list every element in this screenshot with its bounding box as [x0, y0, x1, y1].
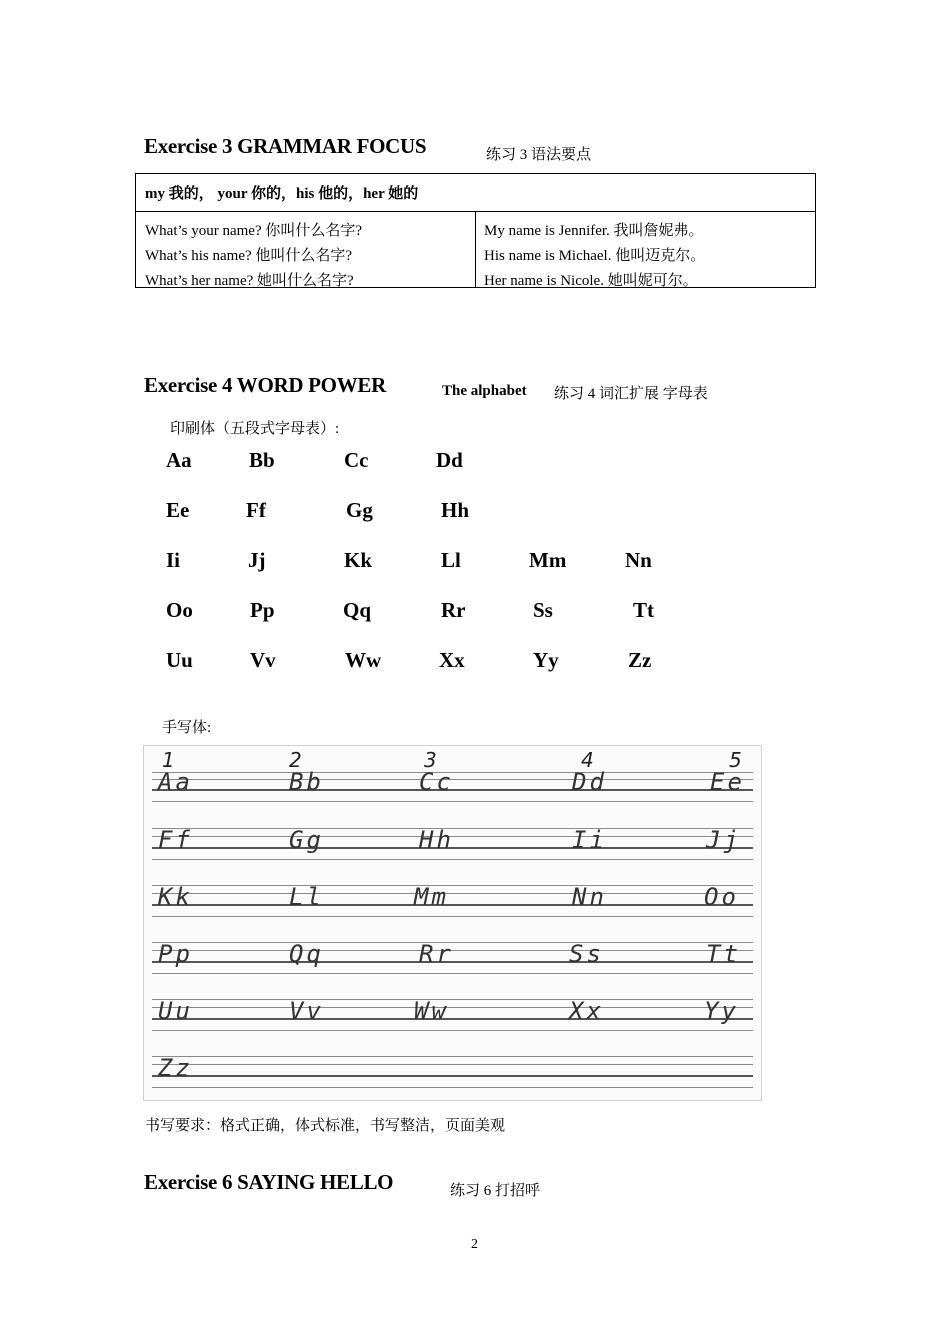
hw-letter: Ii [572, 826, 607, 854]
hw-column-number: 5 [729, 748, 742, 772]
print-letter: Ff [246, 498, 266, 522]
exercise4-tag: The alphabet [442, 383, 527, 399]
print-letter: Nn [625, 548, 652, 572]
hw-rule [152, 1075, 753, 1077]
print-letter: Aa [166, 448, 192, 472]
print-letter: Vv [250, 648, 276, 672]
hw-rule [152, 973, 753, 974]
page-number: 2 [471, 1237, 478, 1252]
print-letter: Xx [439, 648, 465, 672]
print-letter: Rr [441, 598, 466, 622]
writing-requirement: 书写要求：格式正确，体式标准，书写整洁，页面美观 [145, 1118, 506, 1134]
hw-letter: Tt [706, 940, 741, 968]
print-letter: Ee [166, 498, 190, 522]
hw-letter: Jj [706, 826, 741, 854]
hw-letter: Gg [289, 826, 324, 854]
hw-letter: Zz [158, 1054, 193, 1082]
hw-letter: Ww [414, 997, 449, 1025]
hw-rule [152, 1007, 753, 1008]
print-letter: Pp [250, 598, 275, 622]
hw-rule [152, 1030, 753, 1031]
exercise6-subtitle: 练习 6 打招呼 [450, 1183, 541, 1199]
print-letter: Zz [628, 648, 652, 672]
grammar-answer: My name is Jennifer. 我叫詹妮弗。 [484, 223, 704, 239]
hw-letter: Xx [569, 997, 604, 1025]
grammar-table [135, 173, 816, 288]
hw-rule [152, 801, 753, 802]
print-letter: Ll [441, 548, 461, 572]
hw-letter: Ee [710, 768, 745, 796]
print-letter: Ww [345, 648, 382, 672]
hw-letter: Kk [158, 883, 193, 911]
hw-column-number: 4 [581, 748, 594, 772]
hw-rule [152, 885, 753, 886]
hw-letter: Uu [158, 997, 193, 1025]
print-letter: Hh [441, 498, 470, 522]
exercise6-title: Exercise 6 SAYING HELLO [144, 1170, 394, 1194]
grammar-table-divider [475, 212, 476, 287]
grammar-answer: Her name is Nicole. 她叫妮可尔。 [484, 273, 698, 289]
print-letter: Kk [344, 548, 373, 572]
exercise4-title: Exercise 4 WORD POWER [144, 373, 386, 397]
hw-letter: Qq [289, 940, 324, 968]
hw-letter: Pp [158, 940, 193, 968]
hw-letter: Yy [704, 997, 739, 1025]
hw-rule [152, 1018, 753, 1020]
print-letter: Yy [533, 648, 559, 672]
hw-rule [152, 999, 753, 1000]
hw-letter: Rr [419, 940, 454, 968]
hw-letter: Bb [289, 768, 324, 796]
print-letter: Tt [633, 598, 654, 622]
exercise3-subtitle: 练习 3 语法要点 [486, 147, 592, 163]
hw-letter: Nn [572, 883, 607, 911]
hw-rule [152, 893, 753, 894]
print-letter: Gg [346, 498, 373, 522]
hw-letter: Ss [569, 940, 604, 968]
hw-column-number: 1 [162, 748, 175, 772]
hw-letter: Oo [704, 883, 739, 911]
hw-rule [152, 1056, 753, 1057]
print-letter: Ss [533, 598, 553, 622]
print-letter: Uu [166, 648, 193, 672]
hw-letter: Cc [419, 768, 454, 796]
exercise3-title: Exercise 3 GRAMMAR FOCUS [144, 134, 427, 158]
hw-letter: Hh [419, 826, 454, 854]
hw-column-number: 2 [289, 748, 302, 772]
handwriting-alphabet-image [143, 745, 762, 1101]
grammar-question: What’s your name? 你叫什么名字? [145, 223, 363, 239]
print-letter: Qq [343, 598, 372, 622]
print-label: 印刷体（五段式字母表）: [170, 421, 340, 437]
hw-rule [152, 1087, 753, 1088]
hw-letter: Dd [572, 768, 607, 796]
print-letter: Jj [248, 548, 266, 572]
hw-column-number: 3 [424, 748, 437, 772]
hw-rule [152, 916, 753, 917]
grammar-question: What’s her name? 她叫什么名字? [145, 273, 354, 289]
hw-letter: Ff [158, 826, 193, 854]
hw-rule [152, 859, 753, 860]
hw-letter: Mm [414, 883, 449, 911]
hw-rule [152, 904, 753, 906]
hw-rule [152, 1064, 753, 1065]
print-letter: Cc [344, 448, 369, 472]
exercise4-subtitle: 练习 4 词汇扩展 字母表 [554, 386, 708, 402]
handwriting-label: 手写体: [162, 720, 212, 736]
grammar-table-header: my 我的， your 你的，his 他的，her 她的 [136, 174, 815, 212]
print-letter: Dd [436, 448, 463, 472]
grammar-question: What’s his name? 他叫什么名字? [145, 248, 353, 264]
hw-letter: Ll [289, 883, 324, 911]
print-letter: Bb [249, 448, 275, 472]
hw-letter: Aa [158, 768, 193, 796]
print-letter: Oo [166, 598, 193, 622]
hw-letter: Vv [289, 997, 324, 1025]
print-letter: Mm [529, 548, 567, 572]
grammar-answer: His name is Michael. 他叫迈克尔。 [484, 248, 706, 264]
print-letter: Ii [166, 548, 181, 572]
